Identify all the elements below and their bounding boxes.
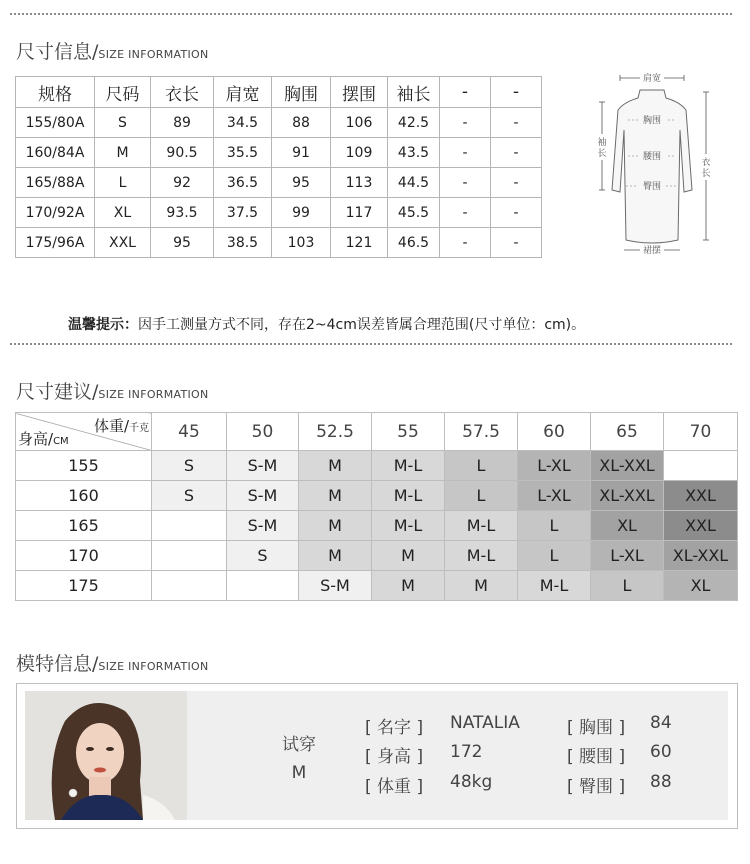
weight-header: 60	[518, 413, 591, 451]
size-table-header	[16, 77, 542, 108]
tip-text: 因手工测量方式不同，存在2~4cm误差皆属合理范围(尺寸单位：cm)。	[138, 317, 586, 333]
table-cell: 37.5	[214, 198, 272, 228]
weight-header: 70	[664, 413, 738, 451]
weight-header: 55	[372, 413, 445, 451]
waist-field-label: [ 腰围 ]	[567, 747, 626, 767]
table-cell: 121	[331, 228, 388, 258]
size-table	[15, 76, 542, 258]
weight-header: 50	[227, 413, 299, 451]
size-advice-row	[16, 511, 738, 541]
size-advice-cell: L-XL	[591, 541, 664, 571]
table-cell: L	[95, 168, 151, 198]
table-cell: 90.5	[151, 138, 214, 168]
table-cell: -	[440, 228, 491, 258]
table-cell: 113	[331, 168, 388, 198]
weight-field-label: [ 体重 ]	[365, 777, 424, 797]
header-cell: 胸围	[272, 77, 331, 108]
size-advice-cell	[664, 451, 738, 481]
table-cell: -	[491, 108, 542, 138]
size-advice-cell: XL	[664, 571, 738, 601]
sleeve-label	[597, 136, 606, 159]
hip-field-value: 88	[650, 772, 672, 792]
header-cell: -	[491, 77, 542, 108]
size-advice-cell: L	[445, 451, 518, 481]
size-advice-cell: L	[518, 541, 591, 571]
size-advice-cell: M	[299, 511, 372, 541]
top-divider	[10, 13, 732, 15]
size-advice-cell: M-L	[445, 511, 518, 541]
weight-unit: 千克	[129, 423, 149, 434]
table-cell: 89	[151, 108, 214, 138]
table-cell: 42.5	[388, 108, 440, 138]
table-cell: 95	[151, 228, 214, 258]
height-field-label: [ 身高 ]	[365, 747, 424, 767]
height-cell: 170	[16, 541, 152, 571]
tip-label: 温馨提示：	[68, 317, 138, 333]
table-cell: 155/80A	[16, 108, 95, 138]
size-advice-cell: XL	[591, 511, 664, 541]
size-advice-cell: XL-XXL	[591, 481, 664, 511]
table-cell: 43.5	[388, 138, 440, 168]
model-info-panel	[25, 691, 728, 820]
size-advice-cell: L-XL	[518, 481, 591, 511]
size-advice-cell: M	[299, 541, 372, 571]
hip-field-label: [ 臀围 ]	[567, 777, 626, 797]
size-advice-cell: M-L	[518, 571, 591, 601]
table-cell: -	[440, 198, 491, 228]
header-cell: -	[440, 77, 491, 108]
model-info-box	[16, 683, 738, 829]
size-advice-cell: M	[372, 541, 445, 571]
size-advice-cell: S-M	[227, 481, 299, 511]
try-on-value: M	[291, 763, 307, 783]
name-value: NATALIA	[450, 713, 520, 733]
table-cell: 45.5	[388, 198, 440, 228]
size-advice-cell: S-M	[227, 451, 299, 481]
table-cell: 99	[272, 198, 331, 228]
size-advice-cell: M-L	[445, 541, 518, 571]
size-advice-row	[16, 571, 738, 601]
table-cell: 103	[272, 228, 331, 258]
shoulder-label: 肩宽	[642, 74, 662, 84]
model-info-title: 模特信息/	[16, 653, 99, 675]
weight-label: 体重/	[93, 417, 129, 435]
length-label	[701, 156, 710, 179]
middle-divider	[10, 343, 732, 345]
model-info-subtitle: SIZE INFORMATION	[98, 660, 209, 673]
table-cell: 95	[272, 168, 331, 198]
table-cell: 117	[331, 198, 388, 228]
table-row	[16, 168, 542, 198]
table-cell: 34.5	[214, 108, 272, 138]
size-advice-cell: L-XL	[518, 451, 591, 481]
size-advice-cell: M	[299, 481, 372, 511]
table-cell: S	[95, 108, 151, 138]
size-advice-cell: XL-XXL	[664, 541, 738, 571]
length-label-char: 衣	[701, 158, 711, 168]
table-cell: -	[491, 228, 542, 258]
table-cell: -	[491, 168, 542, 198]
size-info-title: 尺寸信息/	[16, 41, 99, 63]
size-advice-cell: S-M	[299, 571, 372, 601]
waist-field-value: 60	[650, 742, 672, 762]
hip-label: 臀围	[642, 182, 662, 192]
weight-header: 57.5	[445, 413, 518, 451]
table-cell: 160/84A	[16, 138, 95, 168]
table-cell: 88	[272, 108, 331, 138]
size-advice-cell: M-L	[372, 451, 445, 481]
model-portrait-image	[25, 691, 187, 820]
hem-label: 裙摆	[642, 246, 662, 256]
height-label: 身高/	[18, 430, 54, 448]
size-advice-title: 尺寸建议/	[16, 381, 99, 403]
size-advice-row	[16, 481, 738, 511]
chest-label: 胸围	[642, 116, 662, 126]
table-cell: XXL	[95, 228, 151, 258]
height-unit: CM	[53, 436, 69, 447]
size-advice-cell: XXL	[664, 511, 738, 541]
table-cell: 36.5	[214, 168, 272, 198]
size-advice-cell: M	[299, 451, 372, 481]
table-cell: 38.5	[214, 228, 272, 258]
size-advice-header	[16, 413, 738, 451]
size-advice-table	[15, 412, 738, 601]
size-advice-cell: M	[372, 571, 445, 601]
table-cell: 106	[331, 108, 388, 138]
height-field-value: 172	[450, 742, 483, 762]
weight-axis-label	[94, 415, 149, 436]
size-info-heading	[16, 37, 209, 64]
table-cell: 35.5	[214, 138, 272, 168]
header-cell: 衣长	[151, 77, 214, 108]
model-info-heading	[16, 649, 209, 676]
size-advice-cell: L	[445, 481, 518, 511]
height-cell: 160	[16, 481, 152, 511]
header-cell: 规格	[16, 77, 95, 108]
size-advice-cell: S	[227, 541, 299, 571]
table-cell: 165/88A	[16, 168, 95, 198]
size-advice-row	[16, 541, 738, 571]
model-photo	[25, 691, 187, 820]
size-advice-cell	[152, 541, 227, 571]
size-advice-cell	[152, 571, 227, 601]
garment-diagram	[580, 70, 725, 260]
height-cell: 175	[16, 571, 152, 601]
corner-cell	[16, 413, 152, 451]
table-cell: 91	[272, 138, 331, 168]
table-cell: 93.5	[151, 198, 214, 228]
try-on-label: 试穿	[282, 735, 316, 755]
height-cell: 155	[16, 451, 152, 481]
header-cell: 摆围	[331, 77, 388, 108]
size-advice-cell	[152, 511, 227, 541]
header-cell: 肩宽	[214, 77, 272, 108]
size-advice-cell: XL-XXL	[591, 451, 664, 481]
table-cell: 175/96A	[16, 228, 95, 258]
size-advice-cell: S	[152, 481, 227, 511]
header-cell: 袖长	[388, 77, 440, 108]
waist-label: 腰围	[642, 152, 662, 162]
size-advice-cell: M-L	[372, 481, 445, 511]
measurement-tip	[68, 314, 585, 334]
weight-header: 45	[152, 413, 227, 451]
size-advice-cell: S	[152, 451, 227, 481]
header-cell: 尺码	[95, 77, 151, 108]
table-cell: M	[95, 138, 151, 168]
size-advice-heading	[16, 377, 209, 404]
size-advice-cell: L	[591, 571, 664, 601]
name-label: [ 名字 ]	[365, 718, 424, 738]
table-row	[16, 138, 542, 168]
table-cell: -	[440, 108, 491, 138]
table-cell: XL	[95, 198, 151, 228]
sleeve-label-char: 袖	[597, 138, 607, 148]
size-advice-cell: S-M	[227, 511, 299, 541]
weight-field-value: 48kg	[450, 772, 493, 792]
height-cell: 165	[16, 511, 152, 541]
size-advice-cell: M	[445, 571, 518, 601]
size-advice-row	[16, 451, 738, 481]
weight-header: 52.5	[299, 413, 372, 451]
table-row	[16, 108, 542, 138]
table-cell: -	[491, 198, 542, 228]
table-cell: -	[440, 168, 491, 198]
size-advice-cell: L	[518, 511, 591, 541]
table-cell: 170/92A	[16, 198, 95, 228]
size-advice-cell	[227, 571, 299, 601]
table-cell: -	[491, 138, 542, 168]
weight-header: 65	[591, 413, 664, 451]
table-cell: -	[440, 138, 491, 168]
table-cell: 46.5	[388, 228, 440, 258]
bust-value: 84	[650, 713, 672, 733]
size-advice-cell: M-L	[372, 511, 445, 541]
table-cell: 92	[151, 168, 214, 198]
try-on-size	[279, 731, 319, 787]
table-cell: 109	[331, 138, 388, 168]
table-row	[16, 228, 542, 258]
size-advice-subtitle: SIZE INFORMATION	[98, 388, 209, 401]
length-label-char: 长	[701, 169, 711, 179]
height-axis-label	[18, 428, 69, 449]
table-row	[16, 198, 542, 228]
size-info-subtitle: SIZE INFORMATION	[98, 48, 209, 61]
size-advice-cell: XXL	[664, 481, 738, 511]
bust-label: [ 胸围 ]	[567, 718, 626, 738]
table-cell: 44.5	[388, 168, 440, 198]
sleeve-label-char: 长	[597, 149, 607, 159]
